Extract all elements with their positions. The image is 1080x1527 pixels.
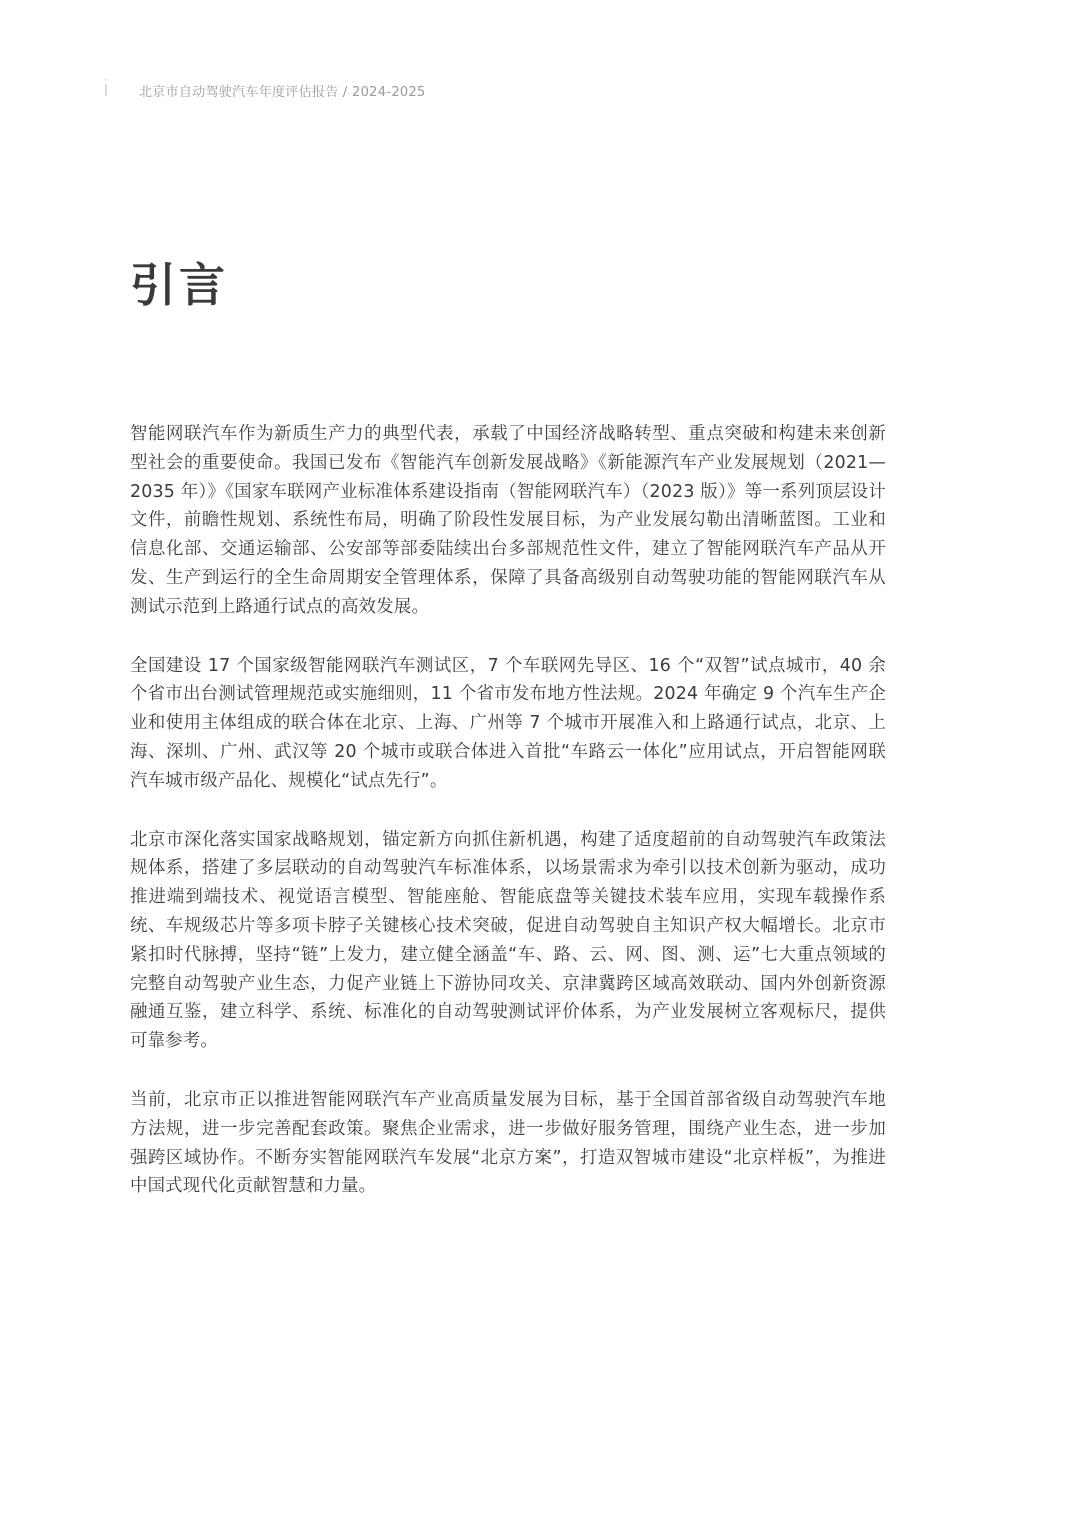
running-header: [103, 77, 426, 102]
paragraph-2: 全国建设 17 个国家级智能网联汽车测试区，7 个车联网先导区、16 个“双智”试点城市，40 余个省市出台测试管理规范或实施细则，11 个省市发布地方性法规。2024 年确定 9 个汽车生产企业和使用主体组成的联合体在北京、上海、广州等 7 个城市开展准入和上路通行试点，北京、上海、深圳、广州、武汉等 20 个城市或联合体进入首批“车路云一体化”应用试点，开启智能网联汽车城市级产品化、规模化“试点先行”。: [130, 655, 886, 791]
body-text: [130, 420, 886, 1231]
paragraph-3: 北京市深化落实国家战略规划，锚定新方向抓住新机遇，构建了适度超前的自动驾驶汽车政策法规体系，搭建了多层联动的自动驾驶汽车标准体系，以场景需求为牵引以技术创新为驱动，成功推进端到端技术、视觉语言模型、智能座舱、智能底盘等关键技术装车应用，实现车载操作系统、车规级芯片等多项卡脖子关键核心技术突破，促进自动驾驶自主知识产权大幅增长。北京市紧扣时代脉搏，坚持“链”上发力，建立健全涵盖“车、路、云、网、图、测、运”七大重点领域的完整自动驾驶产业生态，力促产业链上下游协同攻关、京津冀跨区域高效联动、国内外创新资源融通互鉴，建立科学、系统、标准化的自动驾驶测试评价体系，为产业发展树立客观标尺，提供可靠参考。: [130, 829, 886, 1052]
report-title: 北京市自动驾驶汽车年度评估报告 / 2024-2025: [139, 84, 426, 100]
page-number-mark: i: [103, 77, 110, 102]
paragraph-4: 当前，北京市正以推进智能网联汽车产业高质量发展为目标，基于全国首部省级自动驾驶汽车地方法规，进一步完善配套政策。聚焦企业需求，进一步做好服务管理，围绕产业生态，进一步加强跨区域协作。不断夯实智能网联汽车发展“北京方案”，打造双智城市建设“北京样板”，为推进中国式现代化贡献智慧和力量。: [130, 1089, 886, 1197]
page-title: 引言: [130, 258, 228, 312]
paragraph-1: 智能网联汽车作为新质生产力的典型代表，承载了中国经济战略转型、重点突破和构建未来创新型社会的重要使命。我国已发布《智能汽车创新发展战略》《新能源汽车产业发展规划（2021—2035 年）》《国家车联网产业标准体系建设指南（智能网联汽车）（2023 版）》等一系列顶层设计文件，前瞻性规划、系统性布局，明确了阶段性发展目标，为产业发展勾勒出清晰蓝图。工业和信息化部、交通运输部、公安部等部委陆续出台多部规范性文件，建立了智能网联汽车产品从开发、生产到运行的全生命周期安全管理体系，保障了具备高级别自动驾驶功能的智能网联汽车从测试示范到上路通行试点的高效发展。: [130, 424, 886, 617]
